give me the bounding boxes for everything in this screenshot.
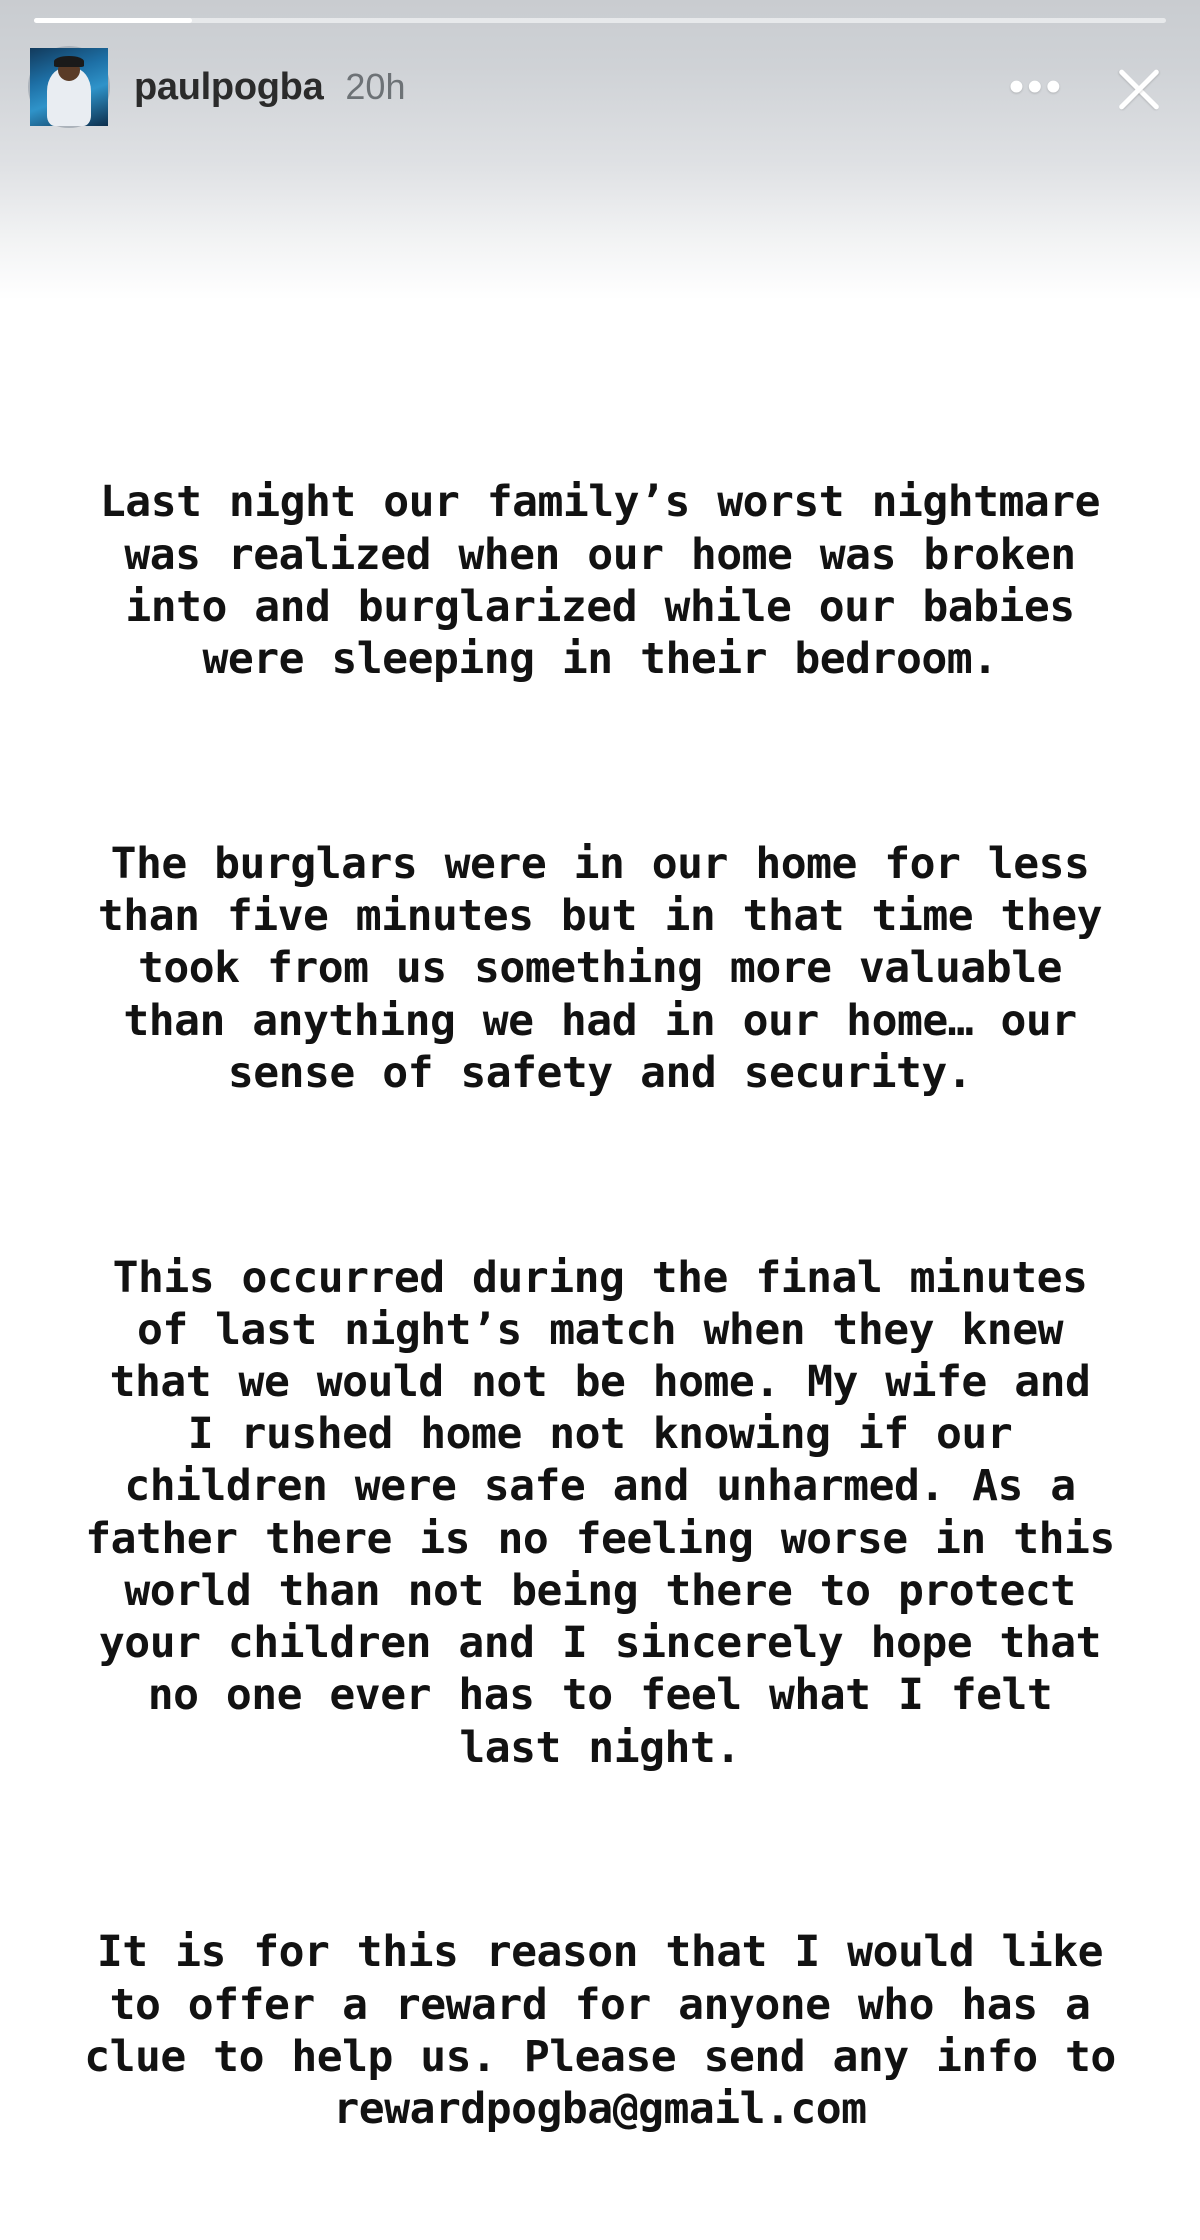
story-paragraph: Last night our family’s worst nightmare was realized when our home was broken into and burglarized while our babies were sleeping in their bedroom.: [99, 477, 1128, 685]
avatar[interactable]: [28, 46, 110, 128]
story-header: [28, 46, 1172, 128]
story-header-actions: [1009, 60, 1172, 114]
more-options-icon[interactable]: •••: [1008, 62, 1064, 111]
story-top-gradient: [0, 0, 1200, 300]
story-progress-bar[interactable]: [34, 18, 1166, 23]
story-paragraph: It is for this reason that I would like to offer a reward for anyone who has a clue to help us. Please send any info to rewardpogba@gmail.com: [84, 1927, 1144, 2135]
story-username[interactable]: paulpogba: [134, 65, 324, 108]
close-icon[interactable]: [1112, 60, 1166, 114]
story-paragraph: The burglars were in our home for less than five minutes but in that time they took from us something more valuable than anything we had in our home… our sense of safety and security.: [97, 838, 1130, 1098]
avatar-cap: [54, 56, 84, 67]
story-progress-fill: [34, 18, 192, 23]
story-timestamp: 20h: [345, 66, 406, 107]
story-paragraph: This occurred during the final minutes of last night’s match when they knew that we would not be home. My wife and I rushed home not knowing if our children were safe and unharmed. As a father there is no feeling worse in this world than not being there to protect your children and I sincerely hope that no one ever has to feel what I felt last night.: [85, 1252, 1143, 1773]
story-text-body: [84, 372, 1144, 2240]
